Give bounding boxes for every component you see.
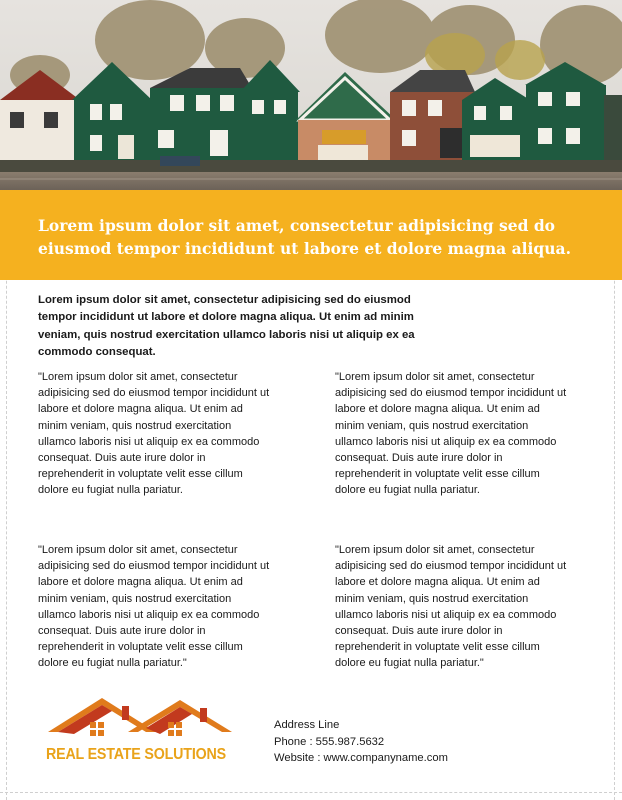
hero-photo xyxy=(0,0,622,190)
address-line: Address Line xyxy=(274,719,340,731)
website-line: Website : www.companyname.com xyxy=(274,752,448,764)
quote-paragraph: "Lorem ipsum dolor sit amet, consectetur adipisicing sed do eiusmod tempor incididunt ut labore et dolore magna aliqua. Ut enim ad minim veniam, quis nostrud exercitation ullamco laboris nisi ut aliquip ex ea commodo consequat. Duis aute irure dolor in reprehenderit in voluptate velit esse cillum dolore eu fugiat nulla pariatur." xyxy=(335,544,567,670)
hero-illustration xyxy=(0,0,622,190)
crop-line-bottom xyxy=(0,792,622,793)
logo-wordmark: REAL ESTATE SOLUTIONS xyxy=(46,746,226,763)
headline-banner xyxy=(0,190,622,280)
contact-block xyxy=(274,717,448,767)
company-logo xyxy=(42,690,242,770)
phone-line: Phone : 555.987.5632 xyxy=(274,735,385,748)
quote-paragraph: "Lorem ipsum dolor sit amet, consectetur adipisicing sed do eiusmod tempor incididunt ut labore et dolore magna aliqua. Ut enim ad minim veniam, quis nostrud exercitation ullamco laboris nisi ut aliquip ex ea commodo consequat. Duis aute irure dolor in reprehenderit in voluptate velit esse cillum dolore eu fugiat nulla pariatur." xyxy=(38,544,270,670)
twin-house-roofs-icon xyxy=(42,690,242,746)
quote-paragraph: "Lorem ipsum dolor sit amet, consectetur adipisicing sed do eiusmod tempor incididunt ut labore et dolore magna aliqua. Ut enim ad minim veniam, quis nostrud exercitation ullamco laboris nisi ut aliquip ex ea commodo consequat. Duis aute irure dolor in reprehenderit in voluptate velit esse cillum dolore eu fugiat nulla pariatur. xyxy=(38,371,270,497)
headline-text: Lorem ipsum dolor sit amet, consectetur adipisicing sed do eiusmod tempor incididunt ut labore et dolore magna aliqua. xyxy=(38,216,571,258)
quote-paragraph: "Lorem ipsum dolor sit amet, consectetur adipisicing sed do eiusmod tempor incididunt ut labore et dolore magna aliqua. Ut enim ad minim veniam, quis nostrud exercitation ullamco laboris nisi ut aliquip ex ea commodo consequat. Duis aute irure dolor in reprehenderit in voluptate velit esse cillum dolore eu fugiat nulla pariatur. xyxy=(335,371,567,497)
intro-paragraph: Lorem ipsum dolor sit amet, consectetur adipisicing sed do eiusmod tempor incididunt ut labore et dolore magna aliqua. Ut enim ad minim veniam, quis nostrud exercitation ullamco laboris nisi ut aliquip ex ea commodo consequat. xyxy=(38,294,415,359)
